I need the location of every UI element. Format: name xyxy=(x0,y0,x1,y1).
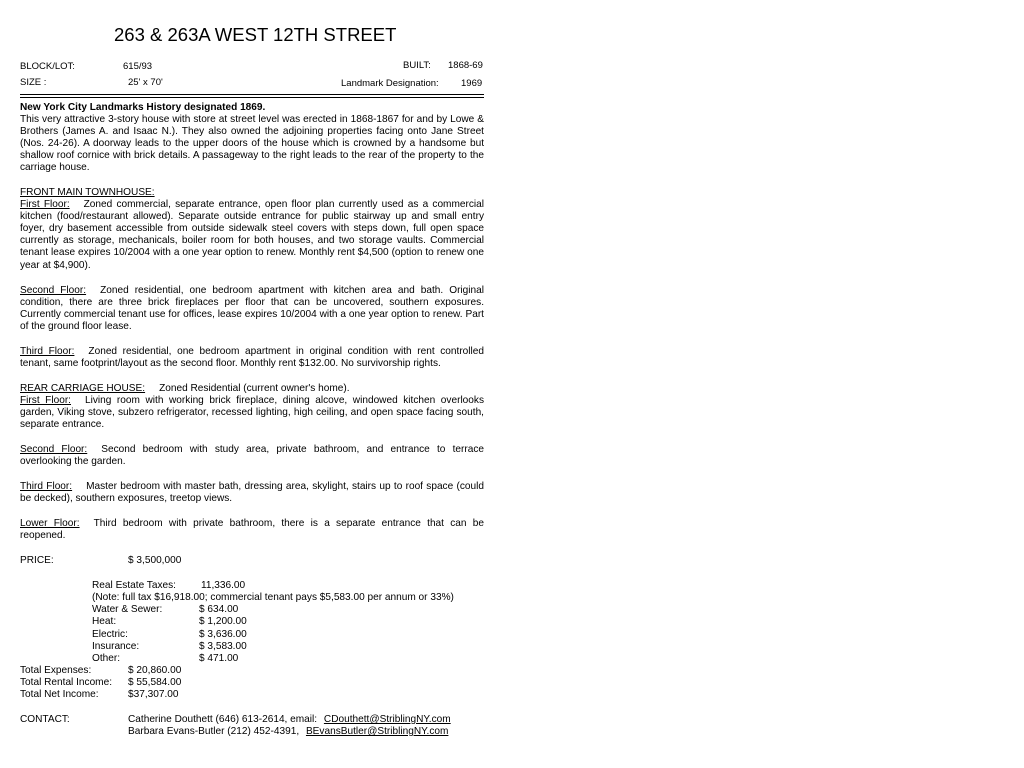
taxes-value: 11,336.00 xyxy=(201,580,246,591)
floor-description: Second bedroom with study area, private bathroom, and entrance to terrace overlooking the garden. xyxy=(20,444,484,468)
page-title: 263 & 263A WEST 12TH STREET xyxy=(114,24,397,45)
contact-label: CONTACT: xyxy=(20,714,70,725)
rear-section xyxy=(20,383,484,431)
price-value: $ 3,500,000 xyxy=(128,555,182,566)
size-label: SIZE : xyxy=(20,77,47,88)
front-third-floor xyxy=(20,346,484,370)
front-heading: FRONT MAIN TOWNHOUSE: xyxy=(20,187,155,198)
expense-label: Insurance: xyxy=(92,641,140,652)
taxes-label: Real Estate Taxes: xyxy=(92,580,176,591)
total-value: $ 20,860.00 xyxy=(128,665,182,676)
tax-note: (Note: full tax $16,918.00; commercial tenant pays $5,583.00 per annum or 33%) xyxy=(92,592,454,603)
rear-third-floor xyxy=(20,481,484,505)
floor-label: First Floor: xyxy=(20,395,71,407)
floor-description: Zoned residential, one bedroom apartment in original condition with rent controlled tenant, same footprint/layout as the second floor. Monthly rent $132.00. No survivorship rights. xyxy=(20,346,485,370)
built-value: 1868-69 xyxy=(448,60,483,71)
floor-label: Second Floor: xyxy=(20,444,88,455)
size-value: 25' x 70' xyxy=(128,77,163,88)
expense-value: $ 471.00 xyxy=(199,653,239,664)
listing-document xyxy=(20,0,484,768)
contact-email-link[interactable]: BEvansButler@StriblingNY.com xyxy=(305,726,449,737)
expense-value: $ 3,636.00 xyxy=(199,629,247,640)
built-label: BUILT: xyxy=(403,60,431,71)
block-lot-value: 615/93 xyxy=(123,61,153,72)
intro-section xyxy=(20,102,484,175)
front-first-floor xyxy=(20,199,484,272)
landmark-label: Landmark Designation: xyxy=(341,78,439,89)
landmark-value: 1969 xyxy=(461,78,483,89)
rear-heading: REAR CARRIAGE HOUSE: xyxy=(20,383,146,394)
expense-label: Other: xyxy=(92,653,121,664)
expense-value: $ 634.00 xyxy=(199,604,239,615)
floor-description: Third bedroom with private bathroom, there is a separate entrance that can be reopened. xyxy=(20,518,484,542)
expense-value: $ 3,583.00 xyxy=(199,641,247,652)
total-value: $ 55,584.00 xyxy=(128,677,182,688)
contact-email-link[interactable]: CDouthett@StriblingNY.com xyxy=(323,714,451,725)
price-label: PRICE: xyxy=(20,555,54,566)
total-label: Total Expenses: xyxy=(20,665,92,676)
divider-rule xyxy=(20,97,484,98)
intro-body: This very attractive 3-story house with store at street level was erected in 1868-1867 for and by Lowe & Brothers (James A. and Isaac N.). They also owned the adjoining properties facing onto Jane Street (Nos. 24-26). A doorway leads to the upper doors of the house which is crowned by a handsome but shallow roof cornice with brick details. A passageway to the right leads to the rear of the property to the carriage house. xyxy=(20,114,484,174)
expense-label: Heat: xyxy=(92,616,117,627)
total-label: Total Rental Income: xyxy=(20,677,113,688)
floor-label: First Floor: xyxy=(20,199,70,211)
front-second-floor xyxy=(20,285,484,333)
floor-description: Zoned commercial, separate entrance, open floor plan currently used as a commercial kitchen (food/restaurant allowed). Separate outside entrance for public stairway up and small entry foyer, dry basement accessible from outside sidewalk steel covers with steps down, full open space currently as storage, mechanicals, boiler room for both houses, and two storage vaults. Commercial tenant lease expires 10/2004 with a one year option to renew. Monthly rent $4,500 (option to renew one year at $4,900). xyxy=(20,199,484,271)
front-section xyxy=(20,187,484,272)
contact-line-2 xyxy=(128,726,448,738)
contact-name: Catherine Douthett (646) 613-2614, email: xyxy=(128,714,318,725)
total-label: Total Net Income: xyxy=(20,689,99,700)
intro-heading: New York City Landmarks History designated 1869. xyxy=(20,102,266,113)
floor-description: Living room with working brick fireplace, dining alcove, windowed kitchen overlooks garden, Viking stove, subzero refrigerator, recessed lighting, high ceiling, and open space facing south, separate entrance. xyxy=(20,395,485,431)
contact-name: Barbara Evans-Butler (212) 452-4391, xyxy=(128,726,300,737)
floor-description: Zoned residential, one bedroom apartment with kitchen area and bath. Original condition, there are three brick fireplaces per floor that can be uncovered, southern exposures. Currently commercial tenant use for offices, lease expires 10/2004 with a one year option to renew. Part of the ground floor lease. xyxy=(20,285,485,333)
floor-label: Third Floor: xyxy=(20,346,75,357)
rear-lower-floor xyxy=(20,518,484,542)
expense-label: Electric: xyxy=(92,629,128,640)
rear-heading-note: Zoned Residential (current owner's home). xyxy=(159,383,350,394)
total-value: $37,307.00 xyxy=(128,689,179,700)
floor-description: Master bedroom with master bath, dressing area, skylight, stairs up to roof space (could be decked), southern exposures, treetop views. xyxy=(20,481,484,505)
floor-label: Lower Floor: xyxy=(20,518,80,529)
expense-value: $ 1,200.00 xyxy=(199,616,247,627)
floor-label: Second Floor: xyxy=(20,285,87,296)
block-lot-label: BLOCK/LOT: xyxy=(20,61,75,72)
rear-first-floor xyxy=(20,395,484,431)
rear-second-floor xyxy=(20,444,484,468)
contact-line-1 xyxy=(128,714,451,726)
expense-label: Water & Sewer: xyxy=(92,604,163,615)
floor-label: Third Floor: xyxy=(20,481,73,492)
divider-rule xyxy=(20,94,484,95)
